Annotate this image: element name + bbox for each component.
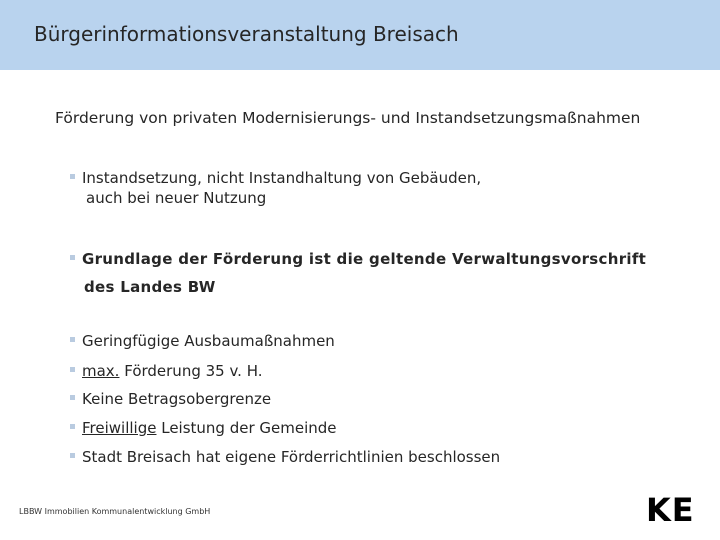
slide-subtitle: Förderung von privaten Modernisierungs- und Instandsetzungsmaßnahmen [55,109,641,127]
page-title: Bürgerinformationsveranstaltung Breisach [34,22,459,46]
bullet-marker-icon [70,367,75,372]
bullet-text: Grundlage der Förderung ist die geltende Verwaltungsvorschrift [82,250,647,268]
bullet-underlined-text: max. [82,362,120,380]
bullet-item [70,362,263,380]
bullet-text: Geringfügige Ausbaumaßnahmen [82,332,335,350]
bullet-marker-icon [70,337,75,342]
bullet-marker-icon [70,174,75,179]
bullet-item [70,168,481,208]
ke-logo: KE [646,491,695,529]
bullet-underlined-text: Freiwillige [82,419,157,437]
bullet-text-continuation: auch bei neuer Nutzung [86,189,267,207]
bullet-text: Stadt Breisach hat eigene Förderrichtlinien beschlossen [82,448,501,466]
bullet-item [70,332,335,350]
bullet-item [70,390,271,408]
footer-company: LBBW Immobilien Kommunalentwicklung GmbH [19,507,211,516]
bullet-marker-icon [70,395,75,400]
bullet-text: Förderung 35 v. H. [119,362,263,380]
bullet-text: Keine Betragsobergrenze [82,390,272,408]
bullet-text: Instandsetzung, nicht Instandhaltung von Gebäuden, [82,169,482,187]
bullet-item [70,419,337,437]
bullet-item [70,448,500,466]
bullet-item [70,245,646,301]
bullet-text-continuation: des Landes BW [84,278,216,296]
bullet-marker-icon [70,255,75,260]
bullet-text: Leistung der Gemeinde [156,419,337,437]
bullet-marker-icon [70,424,75,429]
bullet-marker-icon [70,453,75,458]
header-bar [0,0,720,70]
